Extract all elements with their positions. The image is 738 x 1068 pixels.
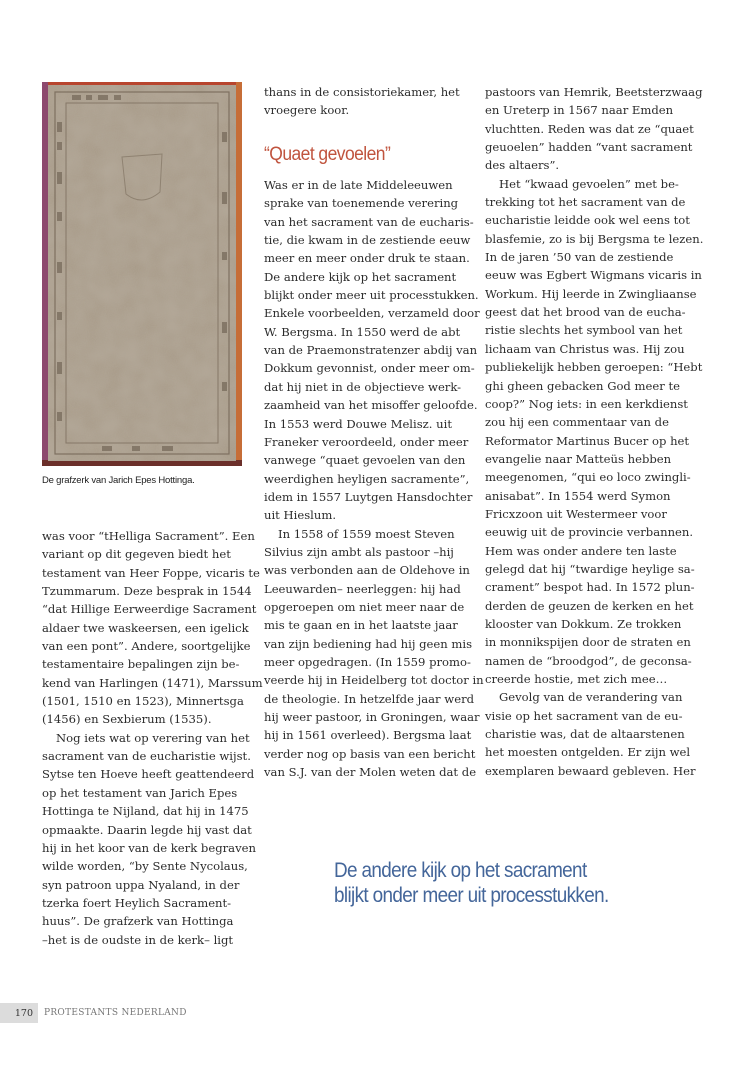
text-line: Tzummarum. Deze besprak in 1544	[42, 584, 252, 599]
publication-name: PROTESTANTS NEDERLAND	[44, 1008, 187, 1018]
text-line: tzerka foert Heylich Sacrament-	[42, 895, 232, 910]
text-line: testament van Heer Foppe, vicaris te	[42, 565, 260, 580]
text-line: de theologie. In hetzelfde jaar werd	[264, 691, 475, 706]
text-line: mis te gaan en in het laatste jaar	[264, 618, 458, 633]
text-line: geuoelen” hadden “vant sacrament	[485, 140, 693, 155]
text-line: uit Hieslum.	[264, 508, 337, 523]
text-line: anisabat”. In 1554 werd Symon	[485, 488, 671, 503]
text-line: pastoors van Hemrik, Beetsterzwaag	[485, 85, 703, 99]
text-line: Sytse ten Hoeve heeft geattendeerd	[42, 767, 255, 782]
text-line: het moesten ontgelden. Er zijn wel	[485, 745, 691, 760]
text-line: coop?” Nog iets: in een kerkdienst	[485, 396, 688, 411]
text-line: namen de “broodgod”, de geconsa-	[485, 653, 692, 668]
text-line: verder nog op basis van een bericht	[264, 746, 476, 761]
text-line: In 1553 werd Douwe Melisz. uit	[264, 416, 452, 431]
text-line: op het testament van Jarich Epes	[42, 785, 238, 800]
text-line: W. Bergsma. In 1550 werd de abt	[264, 324, 461, 339]
text-line: en Ureterp in 1567 naar Emden	[485, 103, 674, 118]
text-line: Franeker veroordeeld, onder meer	[264, 434, 469, 449]
text-line: (1501, 1510 en 1523), Minnertsga	[42, 694, 244, 709]
text-line: eucharistie leidde ook wel eens tot	[485, 213, 690, 228]
photo-caption: De grafzerk van Jarich Epes Hottinga.	[42, 475, 195, 486]
column-1	[42, 527, 263, 949]
text-line: des altaers”.	[485, 158, 560, 173]
text-line: opgeroepen om niet meer naar de	[264, 599, 465, 614]
text-line: veerde hij in Heidelberg tot doctor in	[264, 673, 484, 688]
text-line: meer opgedragen. (In 1559 promo-	[264, 654, 471, 669]
pull-quote	[334, 858, 609, 908]
text-line: idem in 1557 Luytgen Hansdochter	[264, 489, 473, 504]
text-line: Reformator Martinus Bucer op het	[485, 433, 690, 448]
text-line: (1456) en Sexbierum (1535).	[42, 712, 212, 727]
text-line: thans in de consistoriekamer, het	[264, 85, 460, 99]
text-line: vroegere koor.	[264, 103, 350, 118]
text-line: Dokkum gevonnist, onder meer om-	[264, 361, 475, 376]
section-heading: “Quaet gevoelen”	[264, 143, 391, 165]
text-line: “dat Hillige Eerweerdige Sacrament	[42, 602, 257, 617]
text-line: hij weer pastoor, in Groningen, waar	[264, 710, 480, 724]
text-line: exemplaren bewaard gebleven. Her	[485, 763, 696, 778]
text-line: weerdighen heyligen sacramente”,	[264, 471, 470, 486]
text-line: testamentaire bepalingen zijn be-	[42, 657, 240, 672]
text-line: Gevolg van de verandering van	[499, 690, 683, 705]
text-line: aldaer twe waskeersen, een igelick	[42, 620, 249, 635]
text-line: In de jaren ’50 van de zestiende	[485, 250, 674, 265]
text-line: Hottinga te Nijland, dat hij in 1475	[42, 804, 249, 819]
text-line: visie op het sacrament van de eu-	[485, 708, 683, 723]
text-line: Silvius zijn ambt als pastoor –hij	[264, 544, 454, 559]
text-line: kend van Harlingen (1471), Marssum	[42, 675, 263, 690]
text-line: was voor “tHelliga Sacrament”. Een	[42, 529, 255, 543]
text-line: vanwege “quaet gevoelen van den	[264, 453, 466, 468]
text-line: blasfemie, zo is bij Bergsma te lezen.	[485, 231, 704, 246]
text-line: Nog iets wat op verering van het	[56, 730, 250, 745]
text-line: Het “kwaad gevoelen” met be-	[499, 176, 679, 191]
text-line: zaamheid van het misoffer geloofde.	[264, 398, 478, 413]
text-line: variant op dit gegeven biedt het	[42, 547, 231, 562]
text-line: Enkele voorbeelden, verzameld door	[264, 306, 480, 321]
text-line: publiekelijk hebben geroepen: “Hebt	[485, 360, 703, 375]
text-line: zou hij een commentaar van de	[485, 415, 669, 430]
text-line: Fricxzoon uit Westermeer voor	[485, 506, 667, 521]
column-3	[485, 83, 704, 780]
text-line: huus”. De grafzerk van Hottinga	[42, 914, 234, 929]
text-line: meegenomen, “qui eo loco zwingli-	[485, 470, 691, 485]
text-line: gelegd dat hij “twardige heylige sa-	[485, 561, 695, 576]
text-line: geest dat het brood van de eucha-	[485, 305, 686, 320]
text-line: was verbonden aan de Oldehove in	[264, 563, 470, 578]
text-line: meer en meer onder druk te staan.	[264, 251, 470, 266]
text-line: trekking tot het sacrament van de	[485, 195, 686, 210]
text-line: eeuw was Egbert Wigmans vicaris in	[485, 268, 702, 283]
pull-quote-line: De andere kijk op het sacrament	[334, 859, 587, 882]
text-line: klooster van Dokkum. Ze trokken	[485, 616, 682, 631]
text-line: creerde hostie, met zich mee…	[485, 672, 668, 686]
text-line: dat hij niet in de objectieve werk-	[264, 379, 462, 394]
text-line: vluchtten. Reden was dat ze “quaet	[485, 121, 694, 136]
text-line: blijkt onder meer uit processtukken.	[264, 288, 479, 303]
text-line: sacrament van de eucharistie wijst.	[42, 749, 251, 764]
text-line: in monnikspijen door de straten en	[485, 635, 691, 650]
text-line: ghi gheen gebacken God meer te	[485, 378, 681, 393]
text-line: van het sacrament van de eucharis-	[264, 214, 474, 229]
text-line: sprake van toenemende verering	[264, 196, 459, 211]
text-line: derden de geuzen de kerken en het	[485, 598, 694, 613]
text-line: van een pont”. Andere, soortgelijke	[42, 639, 251, 654]
page-number: 170	[0, 1003, 38, 1023]
text-line: Workum. Hij leerde in Zwingliaanse	[485, 286, 697, 301]
text-line: lichaam van Christus was. Hij zou	[485, 341, 685, 356]
column-2	[264, 83, 484, 781]
text-line: evangelie naar Matteüs hebben	[485, 451, 672, 466]
text-line: eeuwig uit de provincie verbannen.	[485, 525, 694, 540]
text-line: syn patroon uppa Nyaland, in der	[42, 877, 240, 892]
text-line: hij in 1561 overleed). Bergsma laat	[264, 728, 472, 743]
page-footer	[0, 1003, 210, 1023]
text-line: Hem was onder andere ten laste	[485, 543, 677, 558]
text-line: charistie was, dat de altaarstenen	[485, 727, 685, 742]
text-line: De andere kijk op het sacrament	[264, 269, 457, 284]
text-line: In 1558 of 1559 moest Steven	[278, 526, 455, 541]
text-line: Leeuwarden– neerleggen: hij had	[264, 581, 461, 596]
text-line: van de Praemonstratenzer abdij van	[264, 343, 478, 358]
text-line: van zijn bediening had hij geen mis	[264, 636, 473, 651]
text-line: van S.J. van der Molen weten dat de	[264, 765, 477, 780]
pull-quote-line: blijkt onder meer uit processtukken.	[334, 884, 609, 907]
text-line: tie, die kwam in de zestiende eeuw	[264, 233, 471, 248]
text-line: –het is de oudste in de kerk– ligt	[42, 932, 234, 947]
text-line: crament” bespot had. In 1572 plun-	[485, 580, 695, 595]
text-line: ristie slechts het symbool van het	[485, 323, 683, 338]
gravestone-photo	[42, 82, 242, 466]
text-line: Was er in de late Middeleeuwen	[264, 178, 453, 193]
text-line: opmaakte. Daarin legde hij vast dat	[42, 822, 252, 837]
text-line: hij in het koor van de kerk begraven	[42, 840, 256, 855]
text-line: wilde worden, “by Sente Nycolaus,	[42, 859, 248, 874]
